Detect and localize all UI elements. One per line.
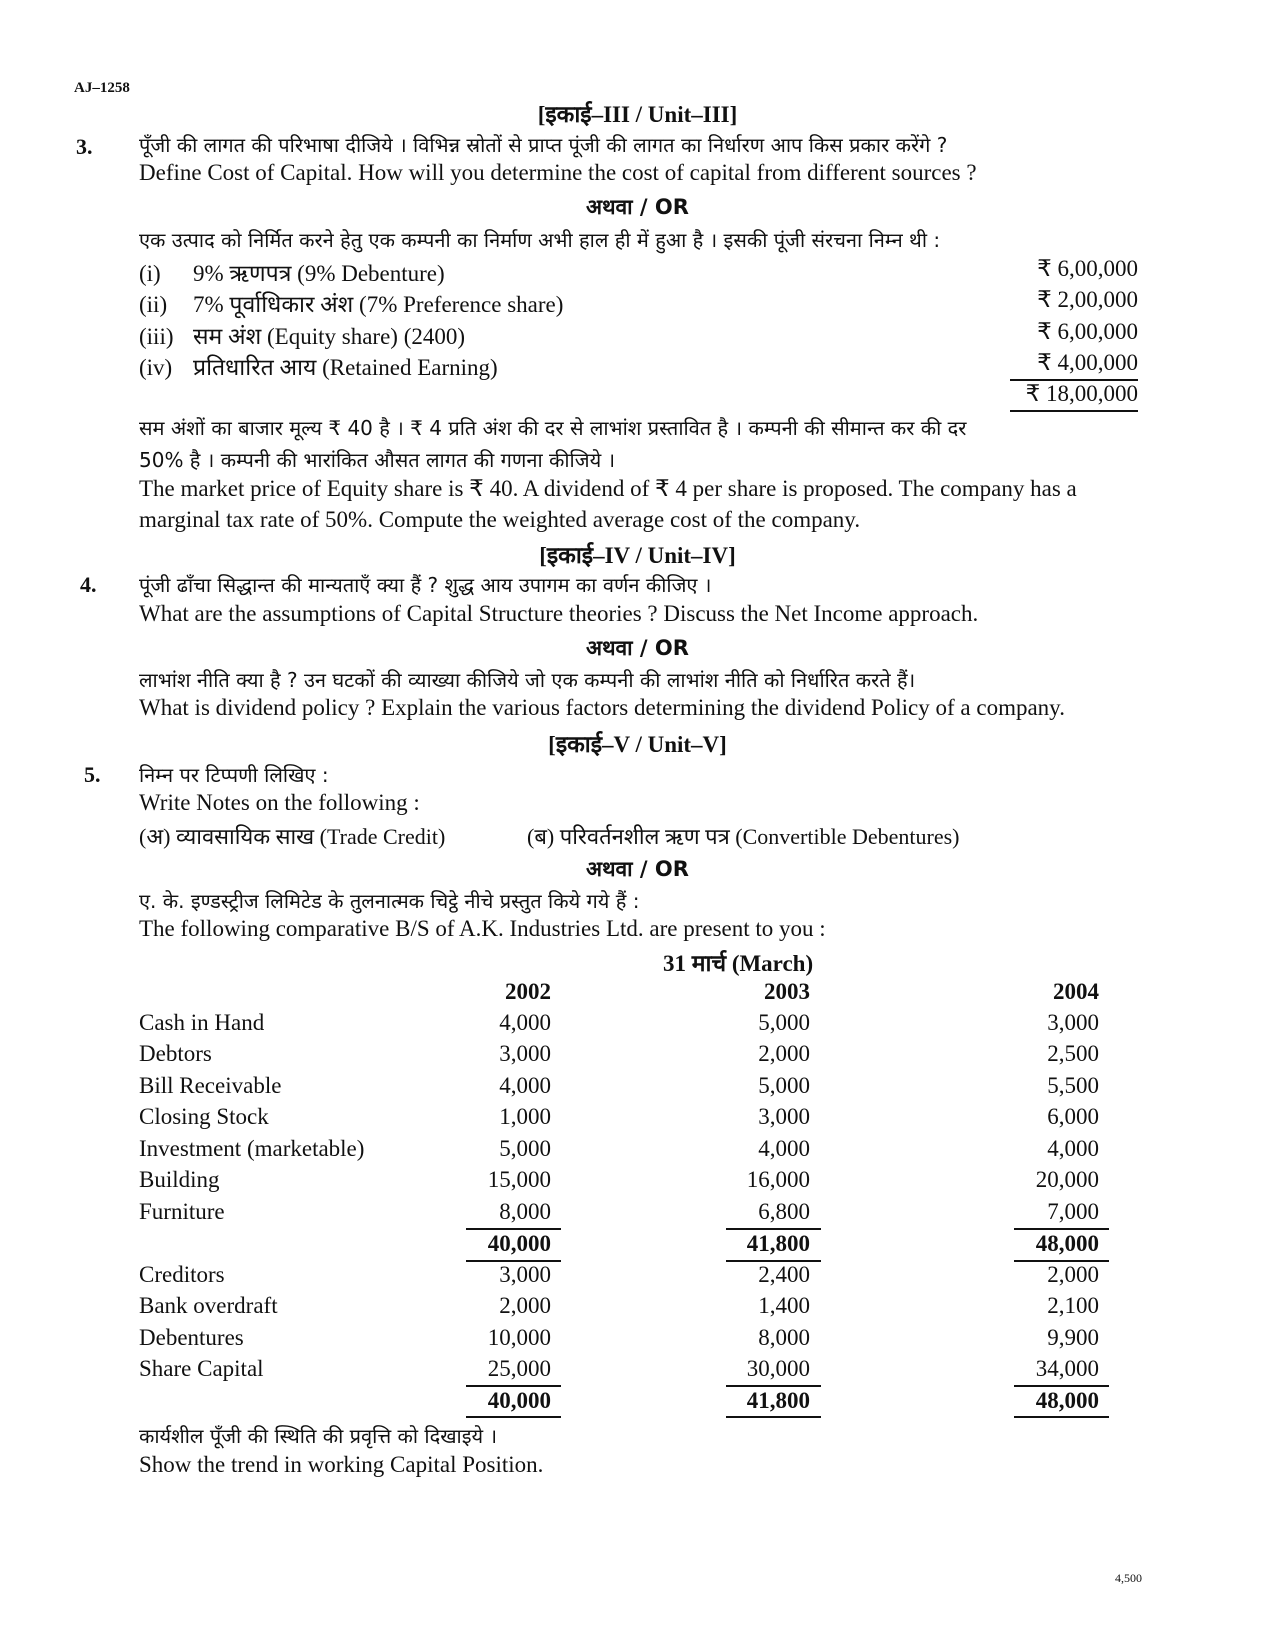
capital-item-index: (iii) <box>139 324 174 349</box>
year-header: 2004 <box>1053 979 1099 1004</box>
total-rule <box>726 1416 821 1418</box>
table-cell: 30,000 <box>746 1356 810 1381</box>
table-cell: 2,100 <box>1047 1293 1099 1318</box>
table-cell: 34,000 <box>1035 1356 1099 1381</box>
question-3-alt-intro: एक उत्पाद को निर्मित करने हेतु एक कम्पनी का निर्माण अभी हाल ही में हुआ है । इसकी पूंजी संरचना निम्न थी : <box>139 228 941 252</box>
task-english: Show the trend in working Capital Position. <box>139 1452 544 1477</box>
table-row-label: Building <box>139 1167 220 1192</box>
table-cell: 20,000 <box>1035 1167 1099 1192</box>
table-cell: 1,000 <box>499 1104 551 1129</box>
table-cell: 4,000 <box>499 1073 551 1098</box>
table-row-label: Cash in Hand <box>139 1010 265 1035</box>
table-cell: 4,000 <box>499 1010 551 1035</box>
balance-sheet-date-header: 31 मार्च (March) <box>663 951 814 976</box>
or-divider-4: अथवा / OR <box>586 636 689 660</box>
question-5-english: Write Notes on the following : <box>139 790 420 815</box>
table-cell: 2,500 <box>1047 1041 1099 1066</box>
total-rule <box>466 1228 561 1230</box>
table-row-label: Creditors <box>139 1262 225 1287</box>
table-row-label: Bill Receivable <box>139 1073 282 1098</box>
task-hindi: कार्यशील पूँजी की स्थिति की प्रवृत्ति को दिखाइये । <box>139 1424 498 1448</box>
or-divider-5: अथवा / OR <box>586 857 689 881</box>
liabilities-total: 41,800 <box>746 1388 810 1413</box>
capital-item-2 <box>139 287 563 319</box>
question-4-english: What are the assumptions of Capital Structure theories ? Discuss the Net Income approach. <box>139 601 979 626</box>
question-4-alt-hindi: लाभांश नीति क्या है ? उन घटकों की व्याख्या कीजिये जो एक कम्पनी की लाभांश नीति को निर्धारित करते हैं। <box>139 668 916 692</box>
table-row-label: Investment (marketable) <box>139 1136 365 1161</box>
table-cell: 16,000 <box>746 1167 810 1192</box>
capital-total: ₹ 18,00,000 <box>1025 381 1138 406</box>
question-4-number: 4. <box>80 572 97 597</box>
note-option-a: (अ) व्यावसायिक साख (Trade Credit) <box>139 824 446 849</box>
assets-total: 48,000 <box>1035 1231 1099 1256</box>
total-rule <box>1014 1416 1109 1418</box>
total-rule <box>466 1385 561 1387</box>
table-cell: 8,000 <box>758 1325 810 1350</box>
question-5-alt-intro-english: The following comparative B/S of A.K. Industries Ltd. are present to you : <box>139 916 826 941</box>
table-cell: 5,000 <box>758 1010 810 1035</box>
assets-total: 41,800 <box>746 1231 810 1256</box>
unit-5-heading: [इकाई–V / Unit–V] <box>548 732 727 757</box>
table-cell: 15,000 <box>487 1167 551 1192</box>
capital-item-amount: ₹ 6,00,000 <box>1037 256 1138 281</box>
total-rule <box>466 1416 561 1418</box>
year-header: 2003 <box>764 979 810 1004</box>
capital-item-label: 9% ऋणपत्र (9% Debenture) <box>193 261 445 286</box>
table-row-label: Closing Stock <box>139 1104 269 1129</box>
total-rule <box>1014 1228 1109 1230</box>
footer-count: 4,500 <box>1115 1571 1142 1585</box>
total-rule <box>726 1385 821 1387</box>
table-cell: 9,900 <box>1047 1325 1099 1350</box>
capital-item-3 <box>139 319 465 351</box>
total-rule <box>1014 1385 1109 1387</box>
question-3-note-hindi-2: 50% है । कम्पनी की भारांकित औसत लागत की गणना कीजिये । <box>139 448 616 472</box>
table-cell: 3,000 <box>499 1262 551 1287</box>
question-5-alt-intro-hindi: ए. के. इण्डस्ट्रीज लिमिटेड के तुलनात्मक चिट्ठे नीचे प्रस्तुत किये गये हैं : <box>139 889 640 913</box>
table-cell: 6,800 <box>758 1199 810 1224</box>
total-rule <box>726 1228 821 1230</box>
table-row-label: Bank overdraft <box>139 1293 278 1318</box>
table-cell: 2,000 <box>1047 1262 1099 1287</box>
assets-total: 40,000 <box>487 1231 551 1256</box>
table-cell: 2,400 <box>758 1262 810 1287</box>
table-row-label: Debtors <box>139 1041 212 1066</box>
table-cell: 8,000 <box>499 1199 551 1224</box>
question-3-number: 3. <box>76 134 93 159</box>
table-cell: 3,000 <box>499 1041 551 1066</box>
table-row-label: Share Capital <box>139 1356 264 1381</box>
note-option-b: (ब) परिवर्तनशील ऋण पत्र (Convertible Debentures) <box>527 824 960 849</box>
question-4-hindi: पूंजी ढाँचा सिद्धान्त की मान्यताएँ क्या हैं ? शुद्ध आय उपागम का वर्णन कीजिए । <box>139 573 712 597</box>
paper-code: AJ–1258 <box>74 80 130 96</box>
total-rule-bottom <box>1010 410 1138 412</box>
question-3-hindi: पूँजी की लागत की परिभाषा दीजिये । विभिन्न स्रोतों से प्राप्त पूंजी की लागत का निर्धारण आप किस प्रकार करेंगे ? <box>139 133 948 157</box>
capital-item-label: प्रतिधारित आय (Retained Earning) <box>193 355 498 380</box>
capital-item-index: (ii) <box>139 292 168 317</box>
table-cell: 3,000 <box>758 1104 810 1129</box>
question-3-note-hindi-1: सम अंशों का बाजार मूल्य ₹ 40 है । ₹ 4 प्रति अंश की दर से लाभांश प्रस्तावित है । कम्पनी की सीमान्त कर की दर <box>139 416 967 440</box>
capital-item-index: (iv) <box>139 355 173 380</box>
table-cell: 4,000 <box>758 1136 810 1161</box>
question-3-note-english-1: The market price of Equity share is ₹ 40. A dividend of ₹ 4 per share is proposed. The company has a <box>139 476 1077 501</box>
capital-item-amount: ₹ 6,00,000 <box>1037 319 1138 344</box>
year-header: 2002 <box>505 979 551 1004</box>
unit-3-heading: [इकाई–III / Unit–III] <box>537 102 738 127</box>
unit-4-heading: [इकाई–IV / Unit–IV] <box>539 543 736 568</box>
table-cell: 7,000 <box>1047 1199 1099 1224</box>
table-row-label: Debentures <box>139 1325 244 1350</box>
liabilities-total: 40,000 <box>487 1388 551 1413</box>
question-4-alt-english: What is dividend policy ? Explain the various factors determining the dividend Policy of a company. <box>139 695 1065 720</box>
liabilities-total: 48,000 <box>1035 1388 1099 1413</box>
capital-item-label: 7% पूर्वाधिकार अंश (7% Preference share) <box>193 292 564 317</box>
table-cell: 5,000 <box>758 1073 810 1098</box>
table-cell: 3,000 <box>1047 1010 1099 1035</box>
table-cell: 4,000 <box>1047 1136 1099 1161</box>
table-cell: 25,000 <box>487 1356 551 1381</box>
capital-item-label: सम अंश (Equity share) (2400) <box>193 324 466 349</box>
table-cell: 1,400 <box>758 1293 810 1318</box>
question-5-hindi: निम्न पर टिप्पणी लिखिए : <box>139 763 329 787</box>
table-cell: 2,000 <box>499 1293 551 1318</box>
question-3-english: Define Cost of Capital. How will you determine the cost of capital from different sources ? <box>139 160 977 185</box>
table-cell: 2,000 <box>758 1041 810 1066</box>
capital-item-amount: ₹ 4,00,000 <box>1037 350 1138 375</box>
question-3-note-english-2: marginal tax rate of 50%. Compute the weighted average cost of the company. <box>139 507 861 532</box>
table-row-label: Furniture <box>139 1199 225 1224</box>
question-5-number: 5. <box>84 762 101 787</box>
table-cell: 5,000 <box>499 1136 551 1161</box>
table-cell: 5,500 <box>1047 1073 1099 1098</box>
capital-item-amount: ₹ 2,00,000 <box>1037 287 1138 312</box>
capital-item-index: (i) <box>139 261 161 286</box>
capital-item-1 <box>139 256 445 288</box>
or-divider-3: अथवा / OR <box>586 195 689 219</box>
table-cell: 10,000 <box>487 1325 551 1350</box>
table-cell: 6,000 <box>1047 1104 1099 1129</box>
capital-item-4 <box>139 350 498 382</box>
